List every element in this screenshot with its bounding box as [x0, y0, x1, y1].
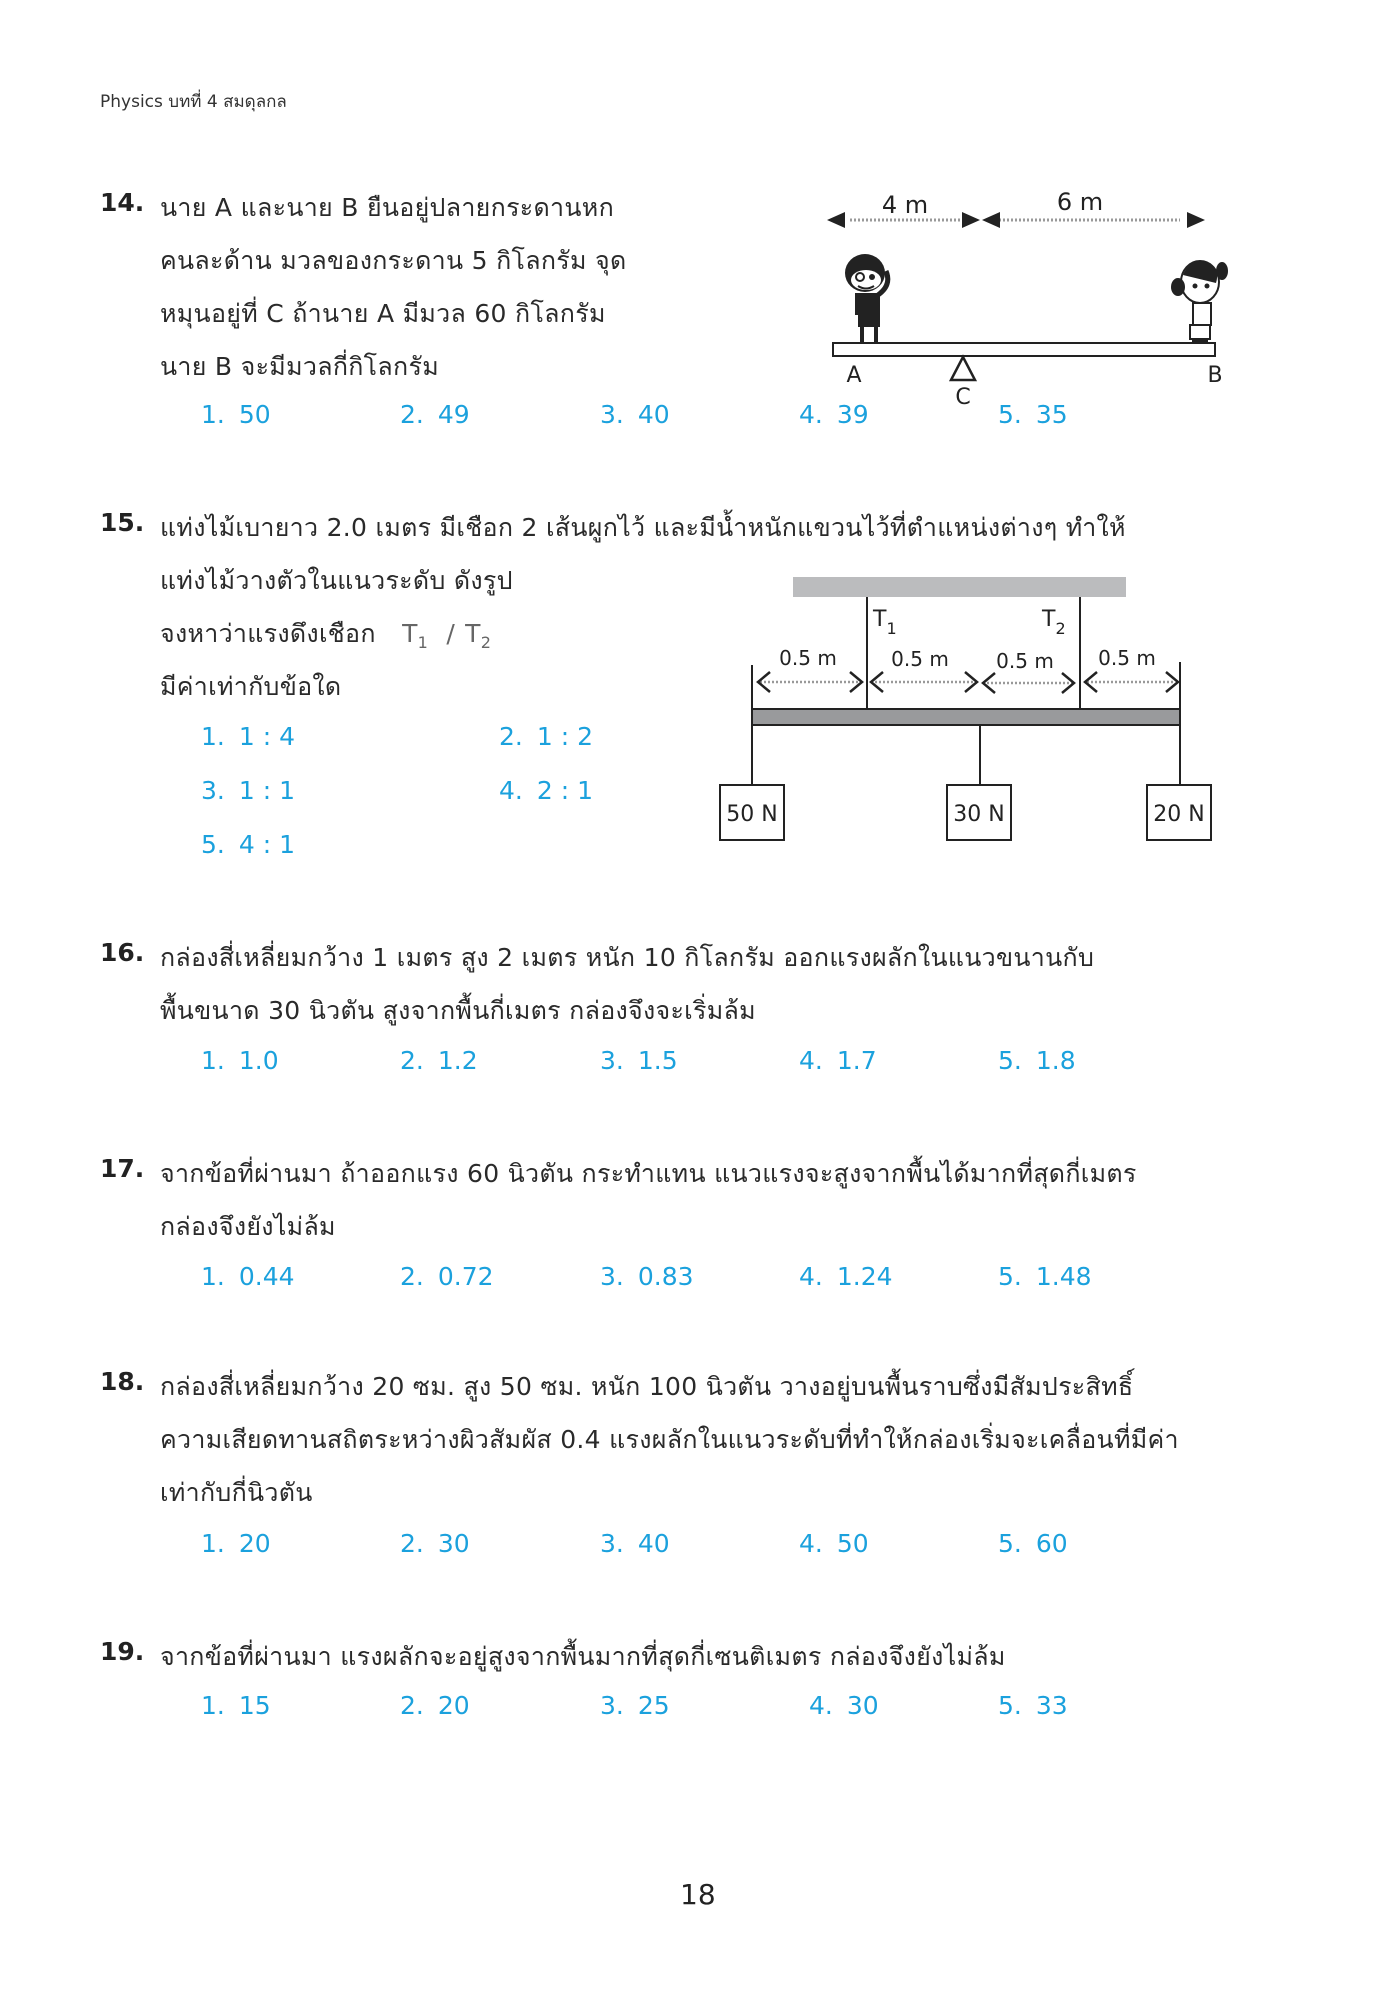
option-2[interactable]: 2. 1.2 [400, 1046, 478, 1075]
segment-label: 0.5 m [779, 646, 837, 670]
question-text-line: กล่องจึงยังไม่ล้ม [160, 1212, 336, 1241]
option-2[interactable]: 2. 49 [400, 400, 470, 429]
option-2[interactable]: 2. 20 [400, 1691, 470, 1720]
option-1[interactable]: 1. 0.44 [201, 1262, 295, 1291]
distance-label-left: 4 m [881, 191, 929, 219]
seesaw-diagram [800, 175, 1240, 410]
question-number: 16. [100, 938, 145, 967]
question-text-line: แท่งไม้วางตัวในแนวระดับ ดังรูป [160, 566, 513, 595]
option-4[interactable]: 4. 30 [809, 1691, 879, 1720]
question-number: 17. [100, 1154, 145, 1183]
boy-figure-icon [845, 254, 888, 342]
question-text-line: จากข้อที่ผ่านมา แรงผลักจะอยู่สูงจากพื้นมากที่สุดกี่เซนติเมตร กล่องจึงยังไม่ล้ม [160, 1642, 1006, 1671]
question-text-line: พื้นขนาด 30 นิวตัน สูงจากพื้นกี่เมตร กล่องจึงจะเริ่มล้ม [160, 996, 756, 1025]
segment-label: 0.5 m [1098, 646, 1156, 670]
tension-ratio: $T_1 / T_2$ [402, 619, 492, 652]
question-number: 19. [100, 1637, 145, 1666]
question-text-line: คนละด้าน มวลของกระดาน 5 กิโลกรัม จุด [160, 246, 627, 275]
seesaw-board [833, 343, 1215, 356]
question-text-line: นาย B จะมีมวลกี่กิโลกรัม [160, 352, 439, 381]
option-4[interactable]: 4. 50 [799, 1529, 869, 1558]
option-3[interactable]: 3. 40 [600, 1529, 670, 1558]
question-text-line: จงหาว่าแรงดึงเชือก $T_1 / T_2$ [160, 619, 492, 652]
girl-figure-icon [1171, 261, 1228, 344]
option-1[interactable]: 1. 1 : 4 [201, 722, 295, 751]
segment-label: 0.5 m [891, 647, 949, 671]
question-number: 15. [100, 508, 145, 537]
question-number: 14. [100, 188, 145, 217]
question-text-line: แท่งไม้เบายาว 2.0 เมตร มีเชือก 2 เส้นผูกไว้ และมีน้ำหนักแขวนไว้ที่ตำแหน่งต่างๆ ทำให้ [160, 513, 1126, 542]
ceiling-bar [793, 577, 1126, 597]
option-5[interactable]: 5. 1.48 [998, 1262, 1092, 1291]
option-3[interactable]: 3. 40 [600, 400, 670, 429]
segment-label: 0.5 m [996, 649, 1054, 673]
arrow-right-icon [962, 212, 980, 228]
option-3[interactable]: 3. 25 [600, 1691, 670, 1720]
svg-text:30 N: 30 N [953, 802, 1005, 827]
pivot-triangle-icon [951, 357, 975, 380]
option-4[interactable]: 4. 1.24 [799, 1262, 893, 1291]
option-2[interactable]: 2. 30 [400, 1529, 470, 1558]
option-5[interactable]: 5. 33 [998, 1691, 1068, 1720]
svg-text:20 N: 20 N [1153, 802, 1205, 827]
option-1[interactable]: 1. 20 [201, 1529, 271, 1558]
option-4[interactable]: 4. 2 : 1 [499, 776, 593, 805]
option-4[interactable]: 4. 1.7 [799, 1046, 877, 1075]
option-4[interactable]: 4. 39 [799, 400, 869, 429]
option-2[interactable]: 2. 0.72 [400, 1262, 494, 1291]
question-text-line: หมุนอยู่ที่ C ถ้านาย A มีมวล 60 กิโลกรัม [160, 299, 606, 328]
option-2[interactable]: 2. 1 : 2 [499, 722, 593, 751]
t2-label: $T_2$ [1042, 607, 1066, 638]
question-text-line: กล่องสี่เหลี่ยมกว้าง 1 เมตร สูง 2 เมตร หนัก 10 กิโลกรัม ออกแรงผลักในแนวขนานกับ [160, 943, 1095, 972]
arrow-left-icon [827, 212, 845, 228]
hanging-rod-diagram [690, 570, 1290, 850]
question-number: 18. [100, 1367, 145, 1396]
wooden-rod [752, 709, 1180, 725]
option-1[interactable]: 1. 1.0 [201, 1046, 279, 1075]
option-1[interactable]: 1. 50 [201, 400, 271, 429]
t1-label: $T_1$ [873, 607, 897, 638]
question-text-line: จากข้อที่ผ่านมา ถ้าออกแรง 60 นิวตัน กระทำแทน แนวแรงจะสูงจากพื้นได้มากที่สุดกี่เมตร [160, 1159, 1137, 1188]
question-text-line: ความเสียดทานสถิตระหว่างผิวสัมผัส 0.4 แรงผลักในแนวระดับที่ทำให้กล่องเริ่มจะเคลื่อนที่มีค่า [160, 1425, 1179, 1454]
option-3[interactable]: 3. 1.5 [600, 1046, 678, 1075]
arrow-left-icon [982, 212, 1000, 228]
page-header: Physics บทที่ 4 สมดุลกล [100, 92, 287, 112]
question-text-line: เท่ากับกี่นิวตัน [160, 1478, 313, 1507]
svg-text:50 N: 50 N [726, 802, 778, 827]
option-5[interactable]: 5. 35 [998, 400, 1068, 429]
question-text-line: นาย A และนาย B ยืนอยู่ปลายกระดานหก [160, 193, 615, 222]
option-1[interactable]: 1. 15 [201, 1691, 271, 1720]
option-3[interactable]: 3. 0.83 [600, 1262, 694, 1291]
option-5[interactable]: 5. 60 [998, 1529, 1068, 1558]
question-text-line: มีค่าเท่ากับข้อใด [160, 672, 342, 701]
option-5[interactable]: 5. 4 : 1 [201, 830, 295, 859]
distance-label-right: 6 m [1056, 188, 1104, 216]
question-text-line: กล่องสี่เหลี่ยมกว้าง 20 ซม. สูง 50 ซม. หนัก 100 นิวตัน วางอยู่บนพื้นราบซึ่งมีสัมประสิทธิ์ [160, 1372, 1134, 1401]
label-c: C [955, 385, 971, 410]
option-5[interactable]: 5. 1.8 [998, 1046, 1076, 1075]
page-number: 18 [680, 1878, 716, 1911]
arrow-right-icon [1187, 212, 1205, 228]
label-b: B [1207, 363, 1223, 388]
option-3[interactable]: 3. 1 : 1 [201, 776, 295, 805]
label-a: A [846, 363, 862, 388]
